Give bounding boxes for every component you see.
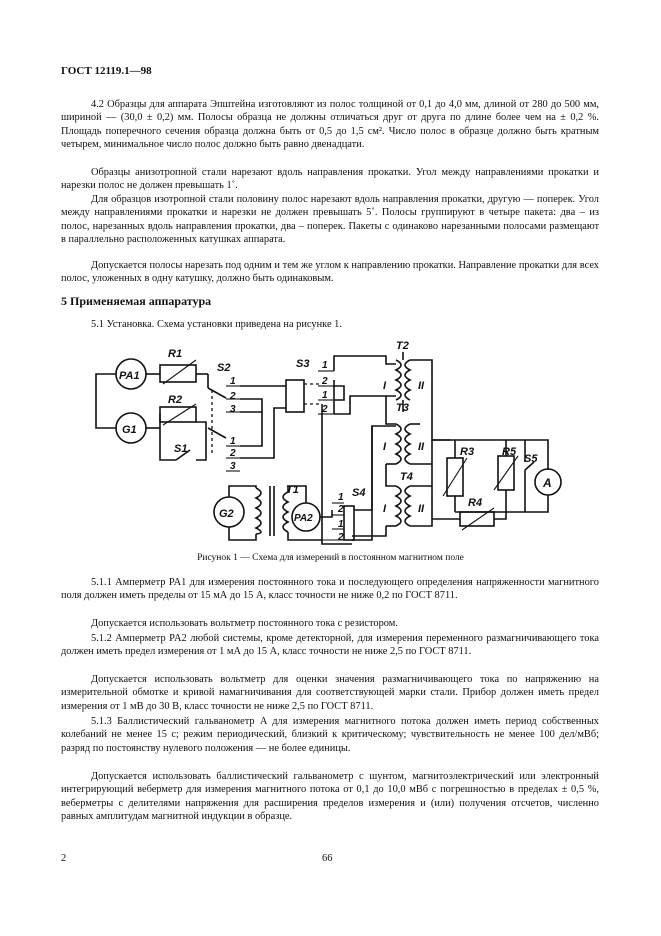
s3-label: S3 bbox=[296, 358, 310, 370]
g1-label: G1 bbox=[122, 424, 137, 436]
r2-label: R2 bbox=[168, 394, 183, 406]
g2-label: G2 bbox=[219, 508, 234, 520]
t4-secondary-coil bbox=[405, 486, 410, 526]
svg-text:II: II bbox=[418, 441, 425, 453]
r3-label: R3 bbox=[460, 446, 475, 458]
svg-text:2: 2 bbox=[322, 376, 328, 387]
t3-primary-coil bbox=[396, 424, 401, 464]
paragraph-voltmeter-dc: Допускается использовать вольтметр постоянного тока с резистором. bbox=[91, 618, 398, 629]
paragraph-5-1-3: 5.1.3 Баллистический гальванометр A для измерения магнитного потока должен иметь период собственных колебаний не менее 15 с; режим периодический, близкий к критическому; чувствительность не менее 100 дел/мВб; разряд по постоянству нулевого положения — не более единицы. bbox=[61, 716, 599, 754]
t2-secondary-coil bbox=[405, 360, 410, 400]
svg-text:3: 3 bbox=[230, 461, 236, 472]
r2-resistor bbox=[160, 407, 196, 422]
t1-label: T1 bbox=[286, 484, 299, 496]
paragraph-5-1: 5.1 Установка. Схема установки приведена на рисунке 1. bbox=[91, 319, 342, 330]
svg-text:I: I bbox=[383, 380, 387, 392]
svg-text:2: 2 bbox=[322, 404, 328, 415]
r1-label: R1 bbox=[168, 348, 183, 360]
svg-text:II: II bbox=[418, 380, 425, 392]
t2-primary-coil bbox=[396, 360, 401, 400]
paragraph-5-1-1: 5.1.1 Амперметр PA1 для измерения постоянного тока и последующего определения напряженности магнитного поля должен иметь пределы от 15 мА до 15 А, класс точности не ниже 0,2 по ГОСТ 8711. bbox=[61, 577, 599, 602]
svg-text:II: II bbox=[418, 503, 425, 515]
paragraph-5-1-2: 5.1.2 Амперметр PA2 любой системы, кроме детекторной, для измерения переменного размагничивающего тока должен иметь предел измерения от 1 мА до 15 А, класс точности не ниже 2,5 по ГОСТ 8711. bbox=[61, 633, 599, 658]
svg-text:1: 1 bbox=[230, 436, 236, 447]
a-label: A bbox=[543, 476, 552, 490]
s5-label: S5 bbox=[524, 453, 538, 465]
svg-text:1: 1 bbox=[230, 376, 236, 387]
paragraph-isotropic: Для образцов изотропной стали половину полос нарезают вдоль направления прокатки, другую — поперек. Угол между направлениями прокатки и нарезки не должен превышать 5˚. Полосы группируют в четыре пакета: два – из полос, нарезанных вдоль направления прокатки, два – поперек. Пакеты с одинаково нарезанными полосами размещают в параллельно расположенных катушках аппарата. bbox=[61, 194, 599, 246]
pa1-label: PA1 bbox=[119, 370, 140, 382]
paragraph-angle: Допускается полосы нарезать под одним и тем же углом к направлению прокатки. Направление прокатки для всех полос, уложенных в одну катушку, должно быть одинаковым. bbox=[61, 260, 599, 285]
document-header: ГОСТ 12119.1—98 bbox=[61, 65, 152, 77]
r5-label: R5 bbox=[502, 446, 517, 458]
t3-secondary-coil bbox=[405, 424, 410, 464]
svg-text:2: 2 bbox=[230, 391, 236, 402]
t1-primary-coil bbox=[256, 488, 261, 534]
t4-label: T4 bbox=[400, 471, 413, 483]
s4-switch bbox=[344, 506, 354, 540]
r4-resistor bbox=[460, 512, 494, 526]
page-number-center: 66 bbox=[322, 853, 333, 864]
t4-primary-coil bbox=[396, 486, 401, 526]
s1-label: S1 bbox=[174, 443, 188, 455]
svg-text:3: 3 bbox=[230, 404, 236, 415]
svg-text:2: 2 bbox=[230, 448, 236, 459]
s3-switch bbox=[286, 380, 304, 412]
t3-label: T3 bbox=[396, 402, 409, 414]
pa2-label: PA2 bbox=[294, 513, 313, 524]
svg-text:1: 1 bbox=[322, 390, 328, 401]
s4-label: S4 bbox=[352, 487, 366, 499]
paragraph-4-2: 4.2 Образцы для аппарата Эпштейна изготовляют из полос толщиной от 0,1 до 4,0 мм, длиной от 280 до 500 мм, шириной — (30,0 ± 0,2) мм. Полосы образца не должны отличаться друг от друга по длине более чем на ± 0,2 %. Площадь поперечного сечения образца должна быть от 0,5 до 1,5 см². Число полос в образце должно быть кратным четырем, минимальное число полос должно быть равно двенадцати. bbox=[61, 99, 599, 151]
figure-caption: Рисунок 1 — Схема для измерений в постоянном магнитном поле bbox=[197, 553, 464, 563]
paragraph-fluxmeter: Допускается использовать баллистический гальванометр с шунтом, магнитоэлектрический или электронный интегрирующий веберметр для измерения магнитного потока от 0,1 до 10,0 мВб с погрешностью в пределах ± 0,5 %, веберметры с делителями напряжения для расширения пределов измерения и (или) получения отсчетов, численно равных амплитудам магнитной индукции в образце. bbox=[61, 771, 599, 823]
paragraph-anisotropic: Образцы анизотропной стали нарезают вдоль направления прокатки. Угол между направлениями прокатки и нарезки полос не должен превышать 1˚. bbox=[61, 167, 599, 192]
page-number-left: 2 bbox=[61, 853, 67, 864]
svg-text:2: 2 bbox=[338, 532, 344, 543]
svg-text:2: 2 bbox=[338, 504, 344, 515]
svg-text:I: I bbox=[383, 503, 387, 515]
t1-secondary-coil bbox=[283, 492, 288, 532]
svg-text:1: 1 bbox=[322, 360, 328, 371]
svg-text:1: 1 bbox=[338, 519, 344, 530]
s2-label: S2 bbox=[217, 362, 231, 374]
svg-text:I: I bbox=[383, 441, 387, 453]
paragraph-voltmeter-ac: Допускается использовать вольтметр для оценки значения размагничивающего тока по напряжению на измерительной обмотке и кривой намагничивания для соответствующей марки стали. Прибор должен иметь предел измерения от 1 мВ до 30 В, класс точности не ниже 2,5 по ГОСТ 8711. bbox=[61, 674, 599, 712]
t2-label: T2 bbox=[396, 340, 409, 352]
r4-label: R4 bbox=[468, 497, 483, 509]
svg-text:1: 1 bbox=[338, 492, 344, 503]
section-title: 5 Применяемая аппаратура bbox=[61, 294, 212, 308]
